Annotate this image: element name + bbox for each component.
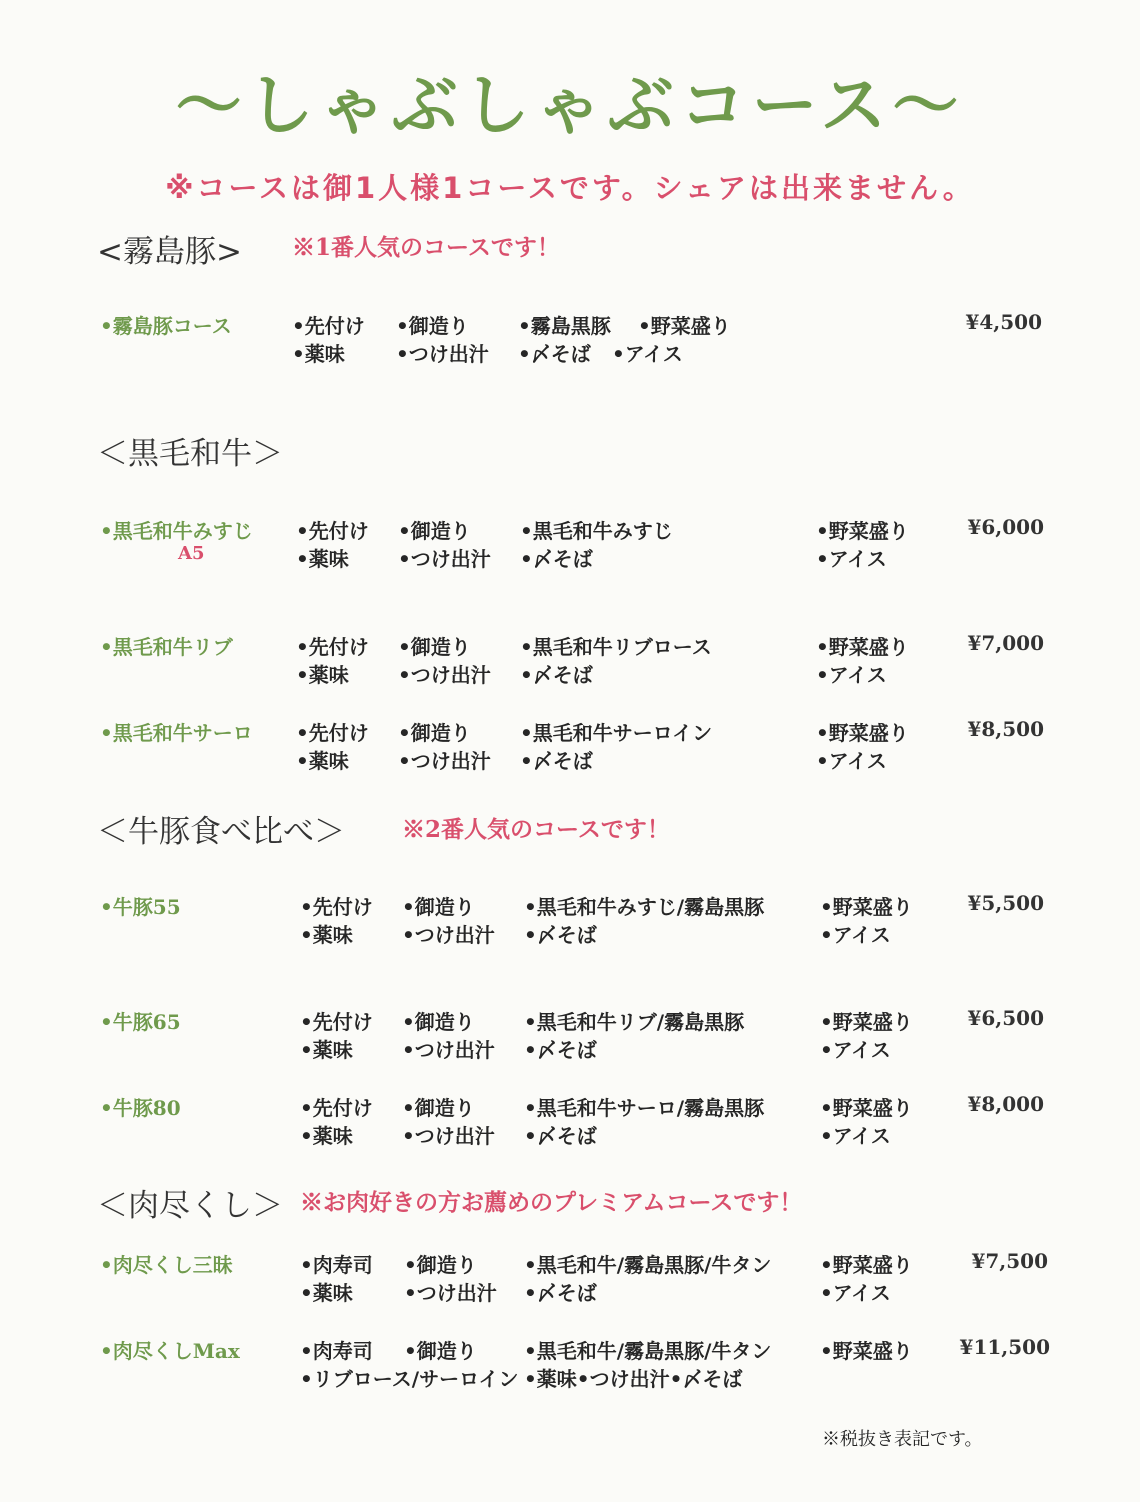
course-price: ¥7,000 — [967, 631, 1044, 655]
course-item-text: •先付け — [296, 721, 369, 745]
course-name: •黒毛和牛リブ — [100, 635, 233, 659]
course-item-text: •アイス — [816, 663, 887, 687]
course-price: ¥7,500 — [971, 1249, 1048, 1273]
course-price: ¥11,500 — [959, 1335, 1050, 1359]
course-item — [100, 310, 1060, 374]
course-item-text: •野菜盛り — [820, 1096, 913, 1120]
section-heading-gyuton: ＜牛豚食べ比べ＞ — [97, 814, 345, 850]
course-item-text: •黒毛和牛/霧島黒豚/牛タン — [524, 1339, 772, 1363]
course-item-text: •薬味 — [300, 1281, 353, 1305]
course-item-text: •薬味 — [296, 547, 349, 571]
course-price: ¥5,500 — [967, 891, 1044, 915]
course-item-text: •〆そば — [524, 1124, 597, 1148]
course-item-text: •〆そば — [520, 547, 593, 571]
course-name: •肉尽くしMax — [100, 1339, 240, 1363]
course-item-text: •薬味 — [296, 749, 349, 773]
course-item-text: •〆そば — [524, 923, 597, 947]
course-item-text: •黒毛和牛リブロース — [520, 635, 712, 659]
course-item-text: •アイス — [816, 547, 887, 571]
course-item-text: •御造り — [398, 721, 471, 745]
course-item-text: •先付け — [292, 314, 365, 338]
course-item-text: •アイス — [820, 1281, 891, 1305]
course-item-text: •御造り — [404, 1253, 477, 1277]
course-item-text: •黒毛和牛みすじ/霧島黒豚 — [524, 895, 765, 919]
course-item-text: •薬味 — [300, 923, 353, 947]
course-item-text: •御造り — [396, 314, 469, 338]
course-item — [100, 1249, 1060, 1313]
course-item-text: •〆そば — [520, 749, 593, 773]
course-item-text: •肉寿司 — [300, 1339, 373, 1363]
course-name: •黒毛和牛みすじ — [100, 519, 253, 543]
course-item-text: •つけ出汁 — [402, 1038, 495, 1062]
course-item-text: •つけ出汁 — [396, 342, 489, 366]
course-item-text: •野菜盛り — [820, 1010, 913, 1034]
course-item-text: •野菜盛り — [820, 1253, 913, 1277]
section-heading-nikuzukushi: ＜肉尽くし＞ — [97, 1188, 283, 1224]
course-item-text: •先付け — [300, 895, 373, 919]
course-item-text: •リブロース/サーロイン — [300, 1367, 519, 1391]
section-note-gyuton: ※2番人気のコースです！ — [402, 816, 670, 843]
course-item-text: •野菜盛り — [816, 721, 909, 745]
course-item — [100, 891, 1060, 955]
course-item-text: •つけ出汁 — [404, 1281, 497, 1305]
course-item-text: •つけ出汁 — [398, 547, 491, 571]
course-item-text: •御造り — [402, 1096, 475, 1120]
menu-title: 〜しゃぶしゃぶコース〜 — [175, 67, 965, 144]
section-note-kirishima: ※1番人気のコースです！ — [292, 234, 560, 261]
course-item-text: •霧島黒豚 — [518, 314, 611, 338]
course-item-text: •野菜盛り — [820, 1339, 913, 1363]
course-item-text: •先付け — [296, 519, 369, 543]
course-item-text: •〆そば — [518, 342, 591, 366]
course-item — [100, 1335, 1060, 1399]
section-heading-kuroge: ＜黒毛和牛＞ — [97, 436, 283, 472]
course-name: •肉尽くし三昧 — [100, 1253, 233, 1277]
course-item-text: •野菜盛り — [820, 895, 913, 919]
course-item-text: •黒毛和牛/霧島黒豚/牛タン — [524, 1253, 772, 1277]
course-item-text: •薬味 — [296, 663, 349, 687]
course-item-text: •御造り — [398, 519, 471, 543]
course-item — [100, 1006, 1060, 1070]
course-item-text: •肉寿司 — [300, 1253, 373, 1277]
course-item-text: •薬味 — [292, 342, 345, 366]
course-item — [100, 515, 1060, 579]
course-price: ¥6,000 — [967, 515, 1044, 539]
course-grade: A5 — [178, 543, 205, 564]
course-item-text: •つけ出汁 — [402, 1124, 495, 1148]
course-item-text: •つけ出汁 — [402, 923, 495, 947]
course-item-text: •野菜盛り — [638, 314, 731, 338]
course-item-text: •〆そば — [520, 663, 593, 687]
course-item-text: •アイス — [820, 923, 891, 947]
course-price: ¥8,500 — [967, 717, 1044, 741]
section-heading-kirishima: <霧島豚> — [97, 234, 242, 270]
course-item-text: •御造り — [398, 635, 471, 659]
course-item-text: •薬味 — [300, 1124, 353, 1148]
course-item-text: •御造り — [404, 1339, 477, 1363]
course-item-text: •薬味 — [300, 1038, 353, 1062]
course-item-text: •つけ出汁 — [398, 663, 491, 687]
course-name: •牛豚55 — [100, 895, 181, 919]
course-item-text: •黒毛和牛サーロイン — [520, 721, 713, 745]
course-item-text: •〆そば — [524, 1281, 597, 1305]
tax-footnote: ※税抜き表記です。 — [822, 1429, 983, 1450]
course-item-text: •野菜盛り — [816, 519, 909, 543]
course-item-text: •御造り — [402, 895, 475, 919]
course-item-text: •先付け — [300, 1096, 373, 1120]
course-item-text: •〆そば — [524, 1038, 597, 1062]
course-item-text: •御造り — [402, 1010, 475, 1034]
course-name: •黒毛和牛サーロ — [100, 721, 253, 745]
course-item-text: •黒毛和牛みすじ — [520, 519, 673, 543]
course-name: •霧島豚コース — [100, 314, 232, 338]
course-item-text: •黒毛和牛リブ/霧島黒豚 — [524, 1010, 745, 1034]
course-item — [100, 631, 1060, 695]
section-note-nikuzukushi: ※お肉好きの方お薦めのプレミアムコースです！ — [300, 1189, 803, 1216]
course-name: •牛豚80 — [100, 1096, 181, 1120]
course-item-text: •アイス — [820, 1124, 891, 1148]
course-item-text: •薬味•つけ出汁•〆そば — [524, 1367, 743, 1391]
course-item-text: •アイス — [820, 1038, 891, 1062]
course-item-text: •黒毛和牛サーロ/霧島黒豚 — [524, 1096, 765, 1120]
course-item — [100, 1092, 1060, 1156]
course-price: ¥4,500 — [965, 310, 1042, 334]
course-item-text: •つけ出汁 — [398, 749, 491, 773]
course-item-text: •先付け — [300, 1010, 373, 1034]
course-name: •牛豚65 — [100, 1010, 181, 1034]
course-item-text: •先付け — [296, 635, 369, 659]
course-item-text: •アイス — [612, 342, 683, 366]
share-notice: ※コースは御1人様1コースです。シェアは出来ません。 — [165, 171, 975, 205]
course-price: ¥8,000 — [967, 1092, 1044, 1116]
course-price: ¥6,500 — [967, 1006, 1044, 1030]
course-item-text: •野菜盛り — [816, 635, 909, 659]
course-item — [100, 717, 1060, 781]
course-item-text: •アイス — [816, 749, 887, 773]
